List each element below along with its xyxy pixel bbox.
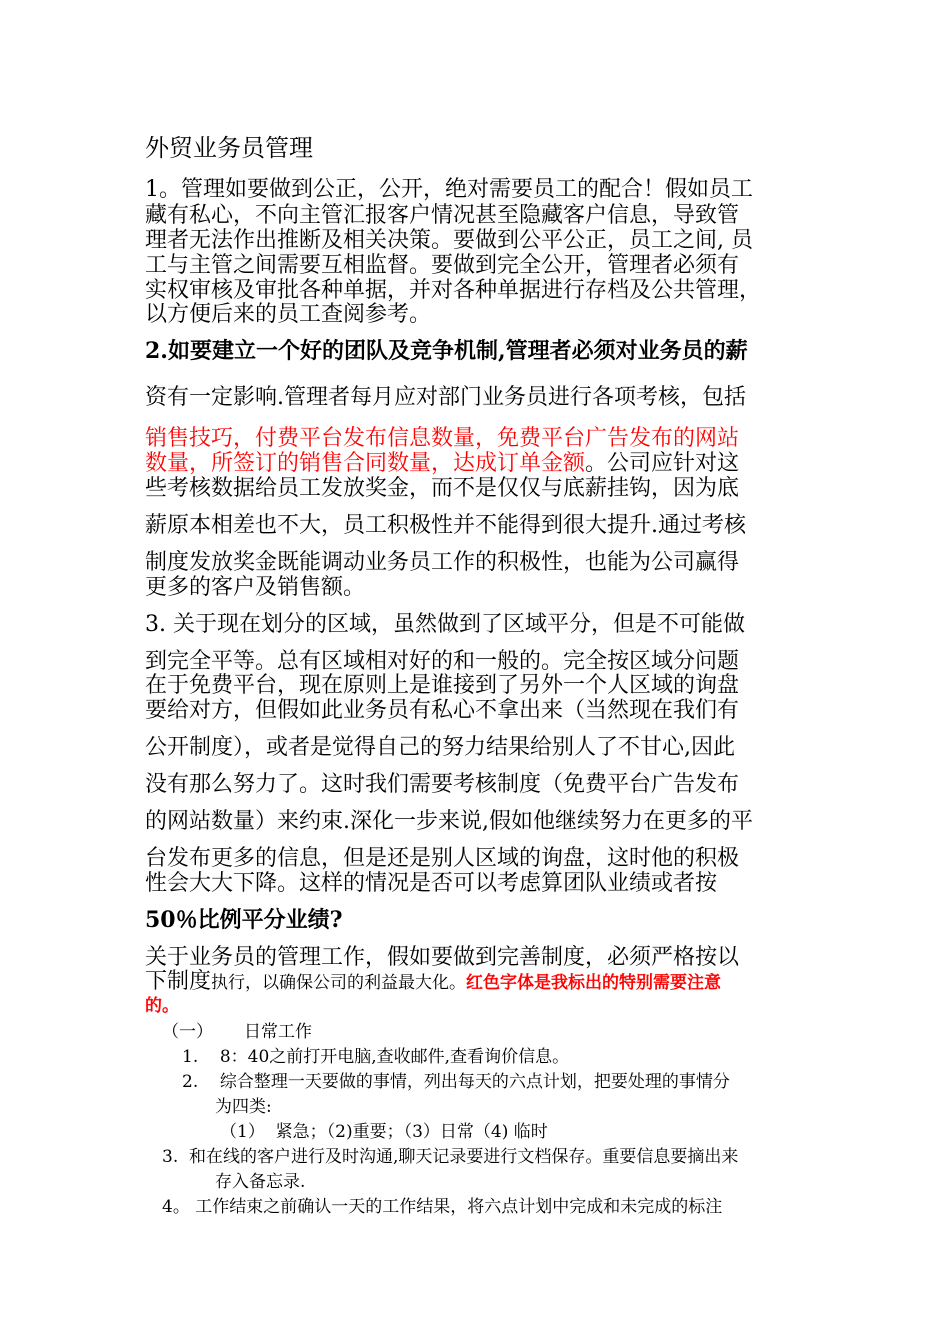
paragraph-4-small-text: 执行，以确保公司的利益最大化。 xyxy=(211,973,467,993)
paragraph-3-line: 要给对方，但假如此业务员有私心不拿出来（当然现在我们有 xyxy=(145,698,740,723)
red-note-text: 的。 xyxy=(145,996,179,1016)
paragraph-4-text: 下制度 xyxy=(145,969,212,994)
paragraph-3-line: 台发布更多的信息，但是还是别人区域的询盘，这时他的积极 xyxy=(145,846,740,871)
paragraph-1-line: 理者无法作出推断及相关决策。要做到公平公正，员工之间, 员 xyxy=(145,228,753,253)
paragraph-2-line: 些考核数据给员工发放奖金，而不是仅仅与底薪挂钩，因为底 xyxy=(145,476,740,501)
paragraph-3-line: 3. 关于现在划分的区域，虽然做到了区域平分，但是不可能做 xyxy=(145,612,745,637)
list-item: 2. 综合整理一天要做的事情，列出每天的六点计划，把要处理的事情分 xyxy=(182,1072,730,1092)
list-item-continuation: 为四类: xyxy=(215,1097,272,1117)
paragraph-2-text: 。公司应针对这 xyxy=(585,451,740,476)
paragraph-1-line: 实权审核及审批各种单据，并对各种单据进行存档及公共管理， xyxy=(145,278,762,303)
paragraph-4-mixed-line xyxy=(145,969,721,995)
section-title: 日常工作 xyxy=(244,1022,312,1042)
paragraph-1-line: 藏有私心，不向主管汇报客户情况甚至隐藏客户信息，导致管 xyxy=(145,203,740,228)
paragraph-1-line: 工与主管之间需要互相监督。要做到完全公开，管理者必须有 xyxy=(145,253,740,278)
paragraph-2-line: 2.如要建立一个好的团队及竞争机制,管理者必须对业务员的薪 xyxy=(145,338,748,364)
highlight-red-text: 数量，所签订的销售合同数量，达成订单金额 xyxy=(145,451,586,476)
list-item: 1. 8：40之前打开电脑,查收邮件,查看询价信息。 xyxy=(182,1047,570,1067)
red-note-text: 红色字体是我标出的特别需要注意 xyxy=(466,973,722,993)
paragraph-3-line: 没有那么努力了。这时我们需要考核制度（免费平台广告发布 xyxy=(145,772,740,797)
paragraph-3-line: 性会大大下降。这样的情况是否可以考虑算团队业绩或者按 xyxy=(145,871,718,896)
paragraph-3-line: 50％比例平分业绩? xyxy=(145,907,343,933)
highlight-red-line: 销售技巧，付费平台发布信息数量，免费平台广告发布的网站 xyxy=(145,426,740,451)
paragraph-2-mixed-line xyxy=(145,451,739,477)
paragraph-3-line: 在于免费平台，现在原则上是谁接到了另外一个人区域的询盘 xyxy=(145,673,740,698)
list-item: 4。 工作结束之前确认一天的工作结果，将六点计划中完成和未完成的标注 xyxy=(162,1197,723,1217)
paragraph-1-line: 1。管理如要做到公正，公开，绝对需要员工的配合！假如员工 xyxy=(145,177,753,202)
paragraph-3-line: 的网站数量）来约束.深化一步来说,假如他继续努力在更多的平 xyxy=(145,809,753,834)
paragraph-2-line: 制度发放奖金既能调动业务员工作的积极性，也能为公司赢得 xyxy=(145,550,740,575)
list-subitem: （1） 紧急；（2)重要；（3）日常（4) 临时 xyxy=(220,1122,548,1142)
paragraph-3-line: 到完全平等。总有区域相对好的和一般的。完全按区域分问题 xyxy=(145,649,740,674)
paragraph-3-line: 公开制度），或者是觉得自己的努力结果给别人了不甘心,因此 xyxy=(145,735,735,760)
paragraph-2-line: 更多的客户及销售额。 xyxy=(145,575,366,600)
section-number: （一） xyxy=(162,1022,213,1042)
paragraph-1-line: 以方便后来的员工查阅参考。 xyxy=(145,302,432,327)
paragraph-4-line: 关于业务员的管理工作，假如要做到完善制度，必须严格按以 xyxy=(145,945,740,970)
paragraph-2-line: 资有一定影响.管理者每月应对部门业务员进行各项考核，包括 xyxy=(145,385,746,410)
list-item-continuation: 存入备忘录. xyxy=(215,1172,306,1192)
paragraph-2-line: 薪原本相差也不大，员工积极性并不能得到很大提升.通过考核 xyxy=(145,513,746,538)
document-title: 外贸业务员管理 xyxy=(145,134,313,162)
list-item: 3. 和在线的客户进行及时沟通,聊天记录要进行文档保存。重要信息要摘出来 xyxy=(162,1147,739,1167)
